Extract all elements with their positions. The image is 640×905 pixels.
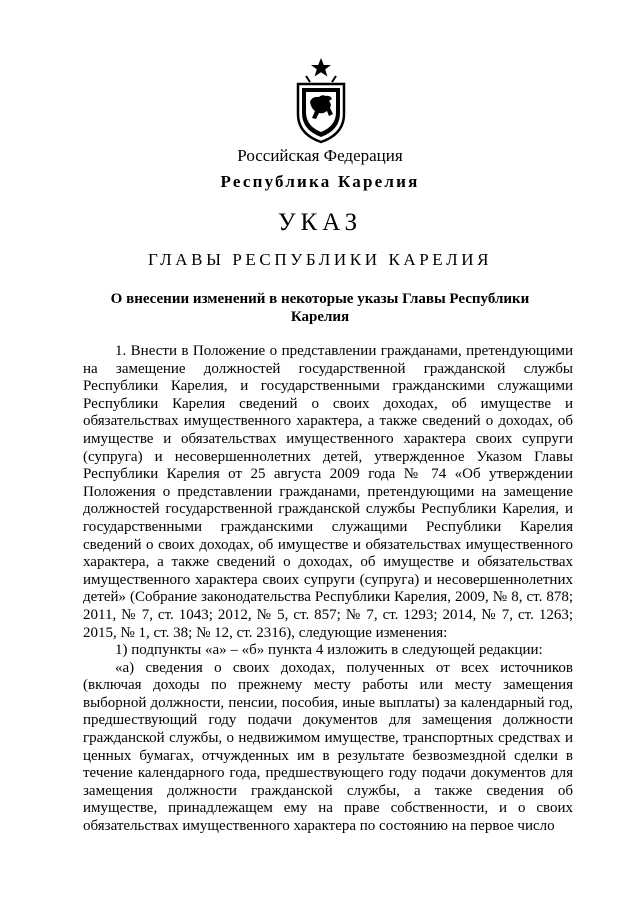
- document-type: УКАЗ: [277, 209, 363, 236]
- document-body: [83, 343, 573, 836]
- karelia-coat-of-arms-icon: [292, 56, 350, 144]
- country-name: Российская Федерация: [237, 146, 403, 165]
- document-subject: О внесении изменений в некоторые указы Главы Республики Карелия: [110, 291, 530, 325]
- paragraph-2: 1) подпункты «а» – «б» пункта 4 изложить в следующей редакции:: [115, 642, 543, 659]
- paragraph-3: «а) сведения о своих доходах, полученных от всех источников (включая доходы по прежнему месту работы или месту замещения выборной должности, пенсии, пособия, иные выплаты) за календарный год, предшествующий году подачи документов для замещения должности гражданской службы, о недвижимом имуществе, транспортных средствах и ценных бумагах, отчужденных им в результате безвозмездной сделки в течение календарного года, предшествующего году подачи документов для замещения должности гражданской службы, а также сведения об имуществе, принадлежащем ему на праве собственности, и о своих обязательствах имущественного характера по состоянию на первое число: [83, 659, 573, 835]
- paragraph-1: 1. Внести в Положение о представлении гражданами, претендующими на замещение должностей государственной гражданской службы Республики Карелия, и государственными гражданскими служащими Республики Карелия сведений о своих доходах, об имуществе и обязательствах имущественного характера, а также сведений о доходах, об имуществе и обязательствах имущественного характера своих супруги (супруга) и несовершеннолетних детей, утвержденное Указом Главы Республики Карелия от 25 августа 2009 года № 74 «Об утверждении Положения о представлении гражданами, претендующими на замещение должностей государственной гражданской службы Республики Карелия, и государственными гражданскими служащими Республики Карелия сведений о своих доходах, об имуществе и обязательствах имущественного характера, а также сведений о доходах, об имуществе и обязательствах имущественного характера своих супруги (супруга) и несовершеннолетних детей» (Собрание законодательства Республики Карелия, 2009, № 8, ст. 878; 2011, № 7, ст. 1043; 2012, № 5, ст. 857; № 7, ст. 1293; 2014, № 7, ст. 1263; 2015, № 1, ст. 38; № 12, ст. 2316), следующие изменения:: [83, 343, 573, 641]
- document-issuer: ГЛАВЫ РЕСПУБЛИКИ КАРЕЛИЯ: [147, 250, 493, 269]
- republic-name: Республика Карелия: [220, 172, 420, 191]
